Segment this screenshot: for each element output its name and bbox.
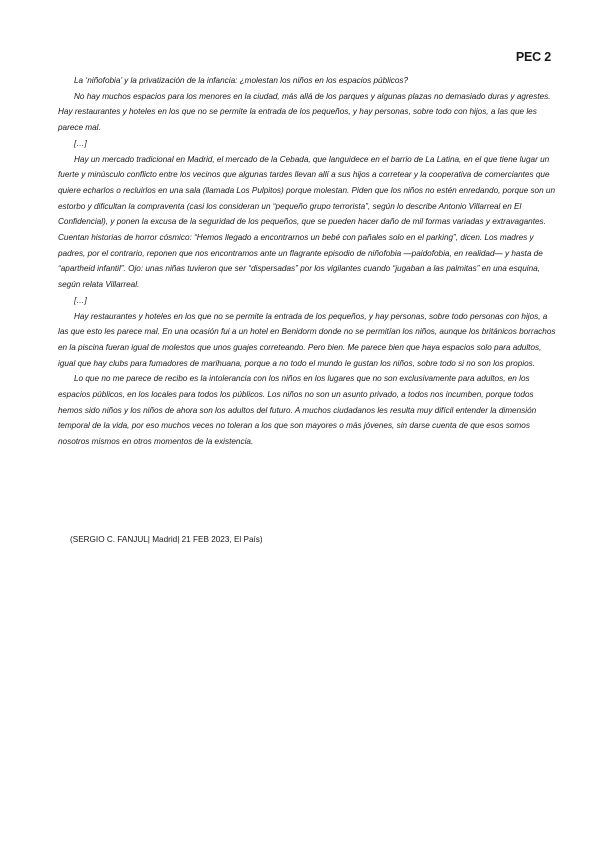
ellipsis-marker: […]: [74, 295, 87, 305]
article-body: [58, 73, 558, 450]
course-code-label: PEC 2: [515, 50, 551, 64]
article-paragraph: Hay un mercado tradicional en Madrid, el mercado de la Cebada, que languidece en el barrio de La Latina, en el que tiene lugar un fuerte y minúsculo conflicto entre los vecinos que algunas tardes llevan allí a sus hijos a corretear y la cooperativa de comerciantes que quiere echarlos o recluirlos en una sala (llamada Los Pulpitos) porque molestan. Piden que los niños no estén enredando, porque son un estorbo y dificultan la compraventa (casi los consideran un “pequeño grupo terrorista”, según lo describe Antonio Villarreal en El Confidencial), y ponen la excusa de la seguridad de los pequeños, que se pueden hacer daño de mil formas variadas y extravagantes. Cuentan historias de horror cósmico: “Hemos llegado a encontrarnos un bebé con pañales solo en el parking”, dicen. Los madres y padres, por el contrario, reponen que nos encontramos ante un flagrante episodio de niñofobia —paidofobia, en realidad— y hasta de “apartheid infantil”. Ojo: unas niñas tuvieron que ser “dispersadas” por los vigilantes cuando “jugaban a las palmitas” en una esquina, según relata Villarreal.: [58, 154, 556, 290]
ellipsis-marker: […]: [74, 138, 87, 148]
article-paragraph: Lo que no me parece de recibo es la intolerancia con los niños en los lugares que no son exclusivamente para adultos, en los espacios públicos, en los locales para todos los públicos. Los niños no son un asunto privado, a todos nos incumben, porque todos hemos sido niños y los niños de ahora son los adultos del futuro. A muchos ciudadanos les resulta muy difícil entender la dimensión temporal de la vida, por eso muchos veces no toleran a los que son mayores o más jóvenes, sin darse cuenta de que esos somos nosotros mismos en otros momentos de la existencia.: [58, 374, 537, 447]
article-citation: (SERGIO C. FANJUL| Madrid| 21 FEB 2023, El País): [70, 535, 263, 544]
article-paragraph: Hay restaurantes y hoteles en los que no se permite la entrada de los pequeños, y hay personas, sobre todo personas con hijos, a las que esto les parece mal. En una ocasión fui a un hotel en Benidorm donde no se permitían los niños, aunque los británicos borrachos en la piscina fueran igual de molestos que unos guajes correteando. Pero bien. Me parece bien que haya espacios solo para adultos, igual que hay clubs para fumadores de marihuana, porque a no todo el mundo le gustan los niños, sobre todo si no son los propios.: [58, 311, 556, 368]
article-paragraph: No hay muchos espacios para los menores en la ciudad, más allá de los parques y algunas plazas no demasiado duras y agrestes. Hay restaurantes y hoteles en los que no se permite la entrada de los pequeños, y hay personas, sobre todo con hijos, a las que les parece mal.: [58, 91, 551, 133]
article-title: La ‘niñofobia’ y la privatización de la infancia: ¿molestan los niños en los espacios públicos?: [74, 76, 409, 85]
